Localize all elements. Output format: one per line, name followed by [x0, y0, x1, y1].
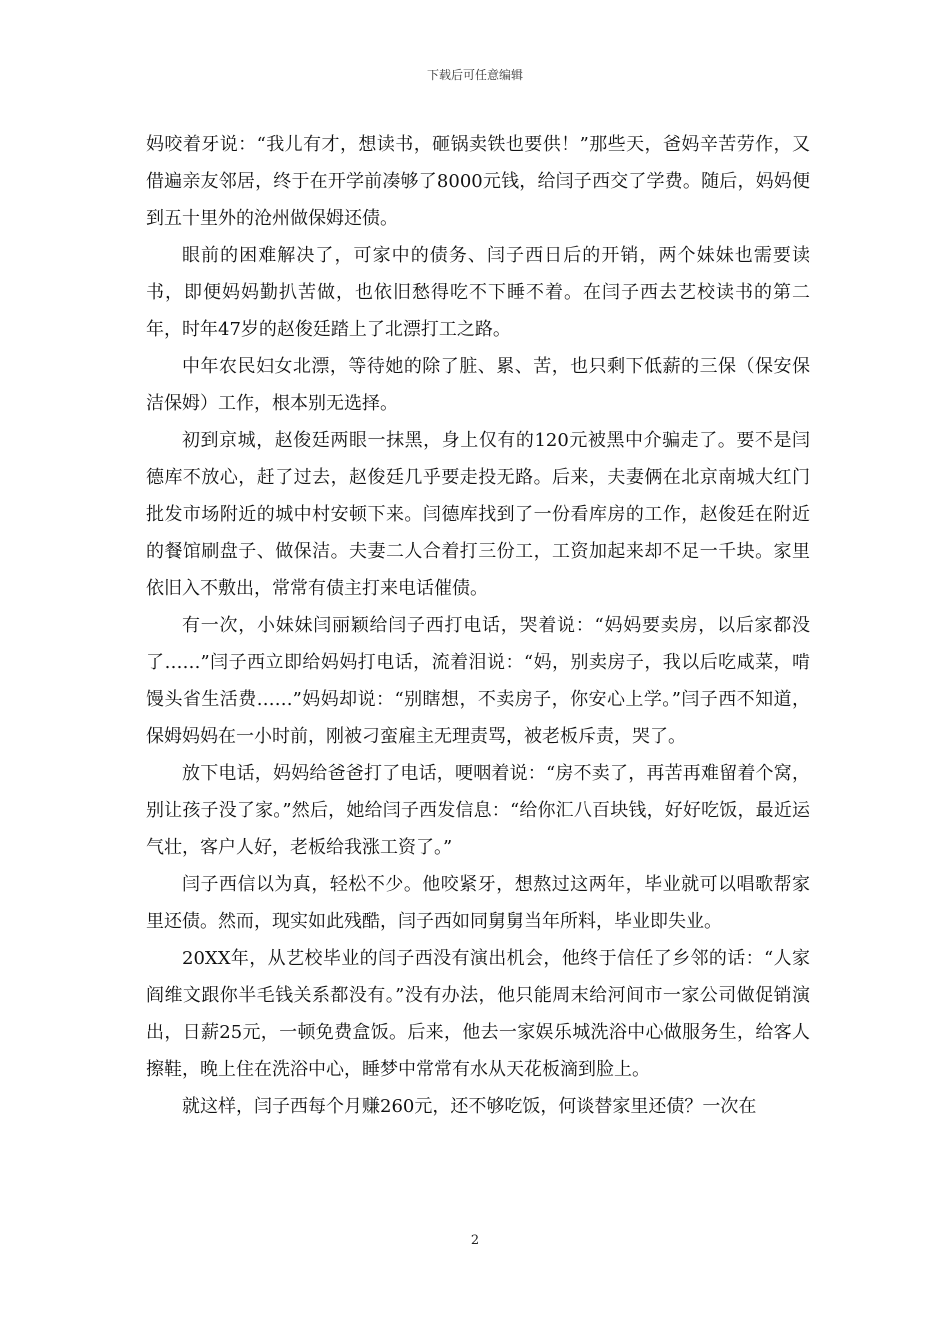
page-number: 2 [470, 1233, 480, 1248]
paragraph-2: 眼前的困难解决了，可家中的债务、闫子西日后的开销，两个妹妹也需要读书，即便妈妈勤扒苦做，也依旧愁得吃不下睡不着。在闫子西去艺校读书的第二年，时年47岁的赵俊廷踏上了北漂打工之路。 [146, 245, 810, 340]
paragraph-1: 妈咬着牙说：“我儿有才，想读书，砸锅卖铁也要供！”那些天，爸妈辛苦劳作，又借遍亲友邻居，终于在开学前凑够了8000元钱，给闫子西交了学费。随后，妈妈便到五十里外的沧州做保姆还债。 [146, 134, 810, 229]
paragraph-4: 初到京城，赵俊廷两眼一抹黑，身上仅有的120元被黑中介骗走了。要不是闫德库不放心，赶了过去，赵俊廷几乎要走投无路。后来，夫妻俩在北京南城大红门批发市场附近的城中村安顿下来。闫德库找到了一份看库房的工作，赵俊廷在附近的餐馆刷盘子、做保洁。夫妻二人合着打三份工，工资加起来却不足一千块。家里依旧入不敷出，常常有债主打来电话催债。 [146, 430, 810, 599]
paragraph-7: 闫子西信以为真，轻松不少。他咬紧牙，想熬过这两年，毕业就可以唱歌帮家里还债。然而，现实如此残酷，闫子西如同舅舅当年所料，毕业即失业。 [146, 874, 810, 932]
paragraph-8: 20XX年，从艺校毕业的闫子西没有演出机会，他终于信任了乡邻的话：“人家阎维文跟你半毛钱关系都没有。”没有办法，他只能周末给河间市一家公司做促销演出，日薪25元，一顿免费盒饭。后来，他去一家娱乐城洗浴中心做服务生，给客人擦鞋，晚上住在洗浴中心，睡梦中常常有水从天花板滴到脸上。 [146, 948, 810, 1080]
paragraph-3: 中年农民妇女北漂，等待她的除了脏、累、苦，也只剩下低薪的三保（保安保洁保姆）工作，根本别无选择。 [146, 356, 810, 414]
body-text [146, 126, 810, 1125]
paragraph-6: 放下电话，妈妈给爸爸打了电话，哽咽着说：“房不卖了，再苦再难留着个窝，别让孩子没了家。”然后，她给闫子西发信息：“给你汇八百块钱，好好吃饭，最近运气壮，客户人好，老板给我涨工资了。” [146, 763, 810, 858]
paragraph-9: 就这样，闫子西每个月赚260元，还不够吃饭，何谈替家里还债？一次在 [182, 1096, 757, 1117]
paragraph-5: 有一次，小妹妹闫丽颖给闫子西打电话，哭着说：“妈妈要卖房，以后家都没了……”闫子西立即给妈妈打电话，流着泪说：“妈，别卖房子，我以后吃咸菜，啃馒头省生活费……”妈妈却说：“别瞎想，不卖房子，你安心上学。”闫子西不知道，保姆妈妈在一小时前，刚被刁蛮雇主无理责骂，被老板斥责，哭了。 [146, 615, 810, 747]
page-header: 下载后可任意编辑 [426, 68, 523, 82]
